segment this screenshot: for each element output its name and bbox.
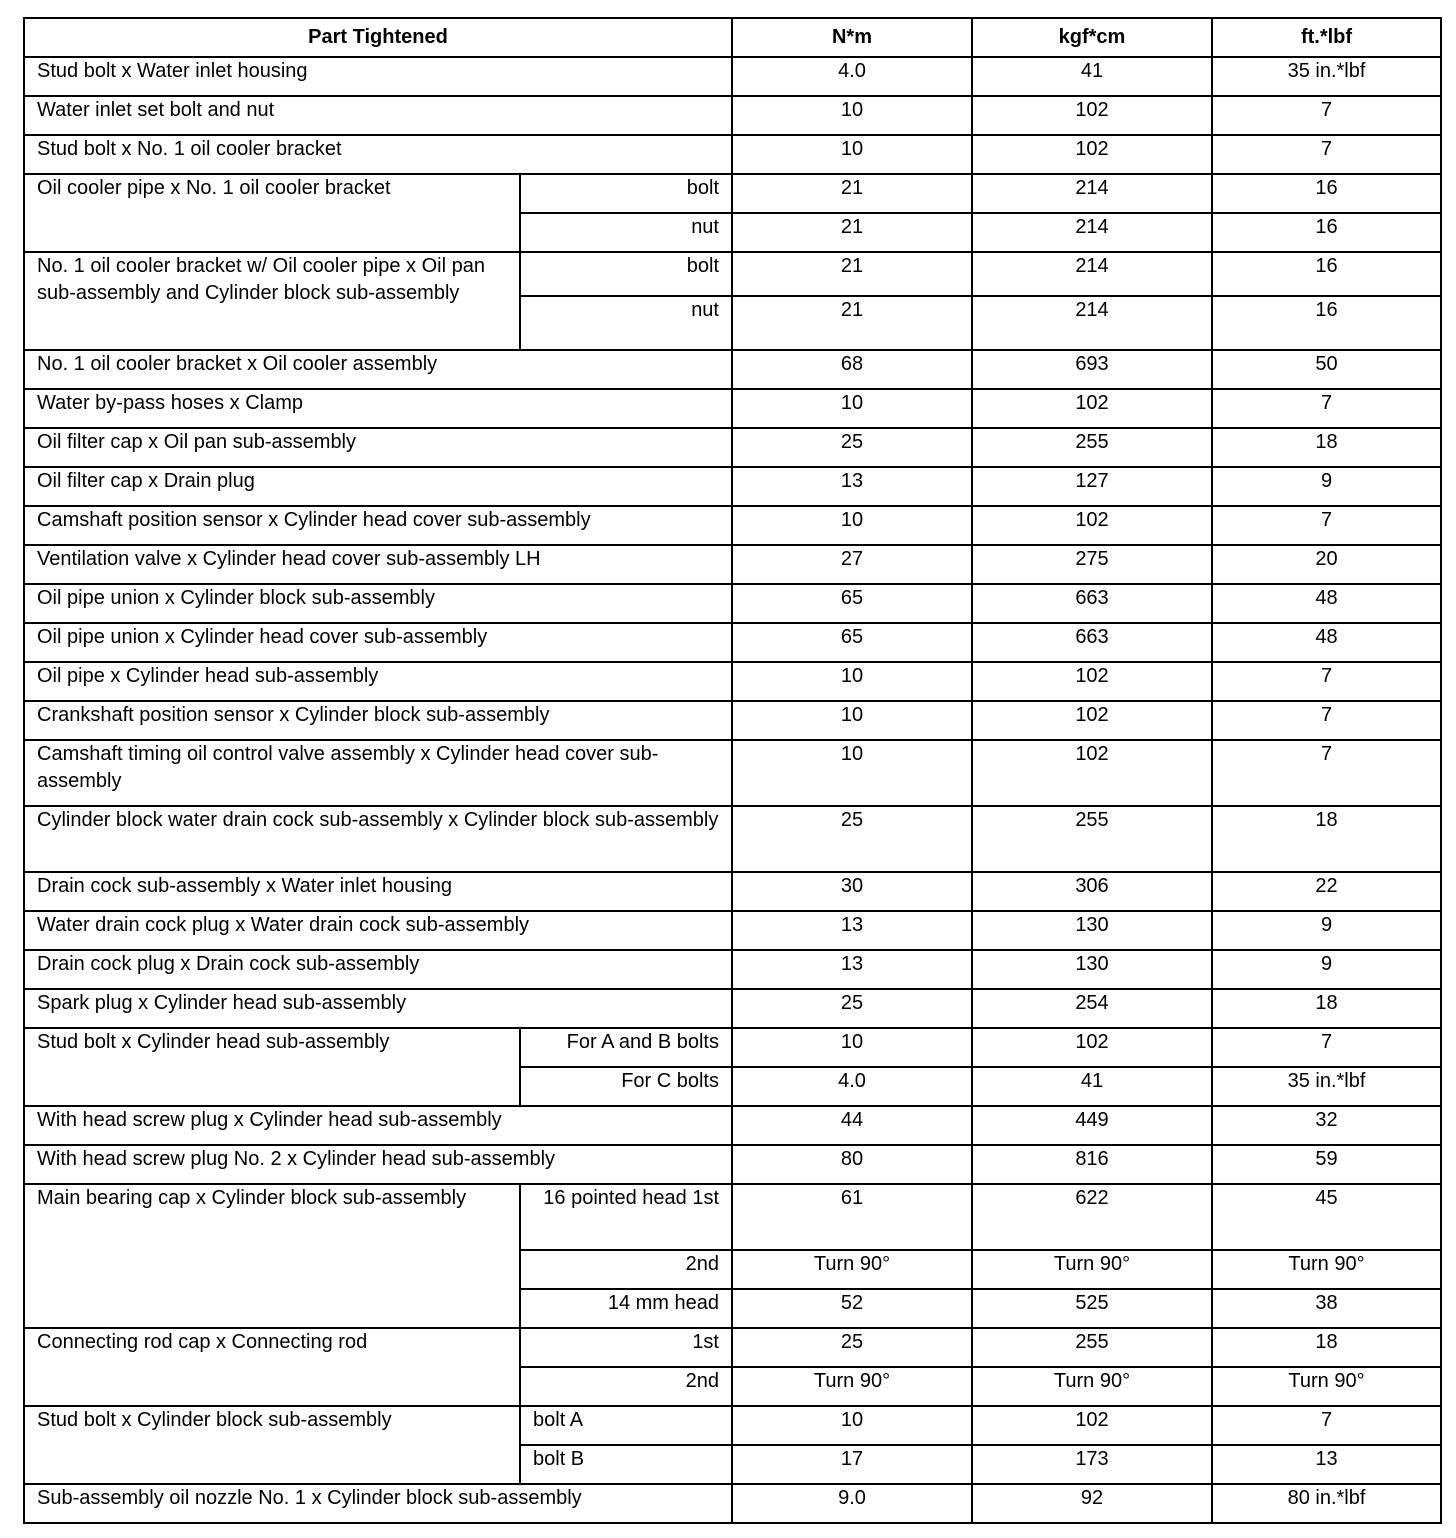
table-row: [24, 1184, 1441, 1250]
kgfcm-value-cell: 41: [972, 1067, 1212, 1106]
ftlbf-value-cell: 16: [1212, 252, 1441, 296]
kgfcm-value-cell: 173: [972, 1445, 1212, 1484]
table-body: [24, 57, 1441, 1523]
kgfcm-value-cell: 214: [972, 252, 1212, 296]
condition-cell: 2nd: [520, 1367, 732, 1406]
part-cell: No. 1 oil cooler bracket w/ Oil cooler pipe x Oil pan sub-assembly and Cylinder block sub-assembly: [24, 252, 520, 350]
nm-value-cell: 80: [732, 1145, 972, 1184]
kgfcm-value-cell: 255: [972, 806, 1212, 872]
kgfcm-value-cell: 102: [972, 740, 1212, 806]
part-cell: Oil pipe union x Cylinder block sub-assembly: [24, 584, 732, 623]
nm-value-cell: 61: [732, 1184, 972, 1250]
condition-cell: bolt: [520, 174, 732, 213]
condition-cell: 1st: [520, 1328, 732, 1367]
ftlbf-value-cell: 38: [1212, 1289, 1441, 1328]
table-row: [24, 135, 1441, 174]
nm-value-cell: 25: [732, 428, 972, 467]
ftlbf-value-cell: 18: [1212, 989, 1441, 1028]
nm-value-cell: 13: [732, 467, 972, 506]
table-row: [24, 623, 1441, 662]
nm-value-cell: 17: [732, 1445, 972, 1484]
kgfcm-value-cell: 525: [972, 1289, 1212, 1328]
ftlbf-value-cell: 9: [1212, 911, 1441, 950]
kgfcm-value-cell: 214: [972, 296, 1212, 350]
ftlbf-value-cell: 35 in.*lbf: [1212, 57, 1441, 96]
nm-value-cell: 10: [732, 135, 972, 174]
part-cell: Ventilation valve x Cylinder head cover sub-assembly LH: [24, 545, 732, 584]
nm-value-cell: 65: [732, 623, 972, 662]
ftlbf-value-cell: 9: [1212, 467, 1441, 506]
table-row: [24, 96, 1441, 135]
kgfcm-value-cell: 214: [972, 213, 1212, 252]
ftlbf-value-cell: 18: [1212, 1328, 1441, 1367]
table-row: [24, 740, 1441, 806]
table-row: [24, 1145, 1441, 1184]
ftlbf-value-cell: 16: [1212, 174, 1441, 213]
header-kgfcm: kgf*cm: [972, 18, 1212, 57]
ftlbf-value-cell: 7: [1212, 701, 1441, 740]
nm-value-cell: 44: [732, 1106, 972, 1145]
nm-value-cell: 10: [732, 506, 972, 545]
kgfcm-value-cell: 693: [972, 350, 1212, 389]
part-cell: With head screw plug x Cylinder head sub-assembly: [24, 1106, 732, 1145]
table-row: [24, 545, 1441, 584]
part-cell: Spark plug x Cylinder head sub-assembly: [24, 989, 732, 1028]
table-row: [24, 872, 1441, 911]
part-cell: Sub-assembly oil nozzle No. 1 x Cylinder block sub-assembly: [24, 1484, 732, 1523]
ftlbf-value-cell: 9: [1212, 950, 1441, 989]
condition-cell: 2nd: [520, 1250, 732, 1289]
kgfcm-value-cell: Turn 90°: [972, 1250, 1212, 1289]
nm-value-cell: 25: [732, 806, 972, 872]
table-row: [24, 467, 1441, 506]
kgfcm-value-cell: 102: [972, 1028, 1212, 1067]
nm-value-cell: 10: [732, 96, 972, 135]
part-cell: Stud bolt x Water inlet housing: [24, 57, 732, 96]
table-row: [24, 1406, 1441, 1445]
table-row: [24, 428, 1441, 467]
ftlbf-value-cell: 18: [1212, 806, 1441, 872]
kgfcm-value-cell: 102: [972, 506, 1212, 545]
ftlbf-value-cell: 7: [1212, 1406, 1441, 1445]
nm-value-cell: 21: [732, 296, 972, 350]
table-row: [24, 701, 1441, 740]
part-cell: Stud bolt x No. 1 oil cooler bracket: [24, 135, 732, 174]
part-cell: Oil filter cap x Drain plug: [24, 467, 732, 506]
ftlbf-value-cell: 7: [1212, 740, 1441, 806]
ftlbf-value-cell: 50: [1212, 350, 1441, 389]
kgfcm-value-cell: 102: [972, 135, 1212, 174]
table-row: [24, 1028, 1441, 1067]
header-row: [24, 18, 1441, 57]
table-row: [24, 350, 1441, 389]
nm-value-cell: 27: [732, 545, 972, 584]
nm-value-cell: 4.0: [732, 1067, 972, 1106]
nm-value-cell: 10: [732, 1406, 972, 1445]
nm-value-cell: 30: [732, 872, 972, 911]
ftlbf-value-cell: 32: [1212, 1106, 1441, 1145]
table-row: [24, 1484, 1441, 1523]
kgfcm-value-cell: 92: [972, 1484, 1212, 1523]
kgfcm-value-cell: 663: [972, 584, 1212, 623]
condition-cell: For A and B bolts: [520, 1028, 732, 1067]
ftlbf-value-cell: 48: [1212, 623, 1441, 662]
table-row: [24, 662, 1441, 701]
ftlbf-value-cell: 18: [1212, 428, 1441, 467]
table-row: [24, 989, 1441, 1028]
ftlbf-value-cell: 48: [1212, 584, 1441, 623]
nm-value-cell: 21: [732, 213, 972, 252]
part-cell: With head screw plug No. 2 x Cylinder head sub-assembly: [24, 1145, 732, 1184]
part-cell: Cylinder block water drain cock sub-assembly x Cylinder block sub-assembly: [24, 806, 732, 872]
condition-cell: bolt: [520, 252, 732, 296]
kgfcm-value-cell: 130: [972, 911, 1212, 950]
ftlbf-value-cell: Turn 90°: [1212, 1367, 1441, 1406]
header-ftlbf: ft.*lbf: [1212, 18, 1441, 57]
kgfcm-value-cell: 663: [972, 623, 1212, 662]
table-row: [24, 174, 1441, 213]
ftlbf-value-cell: 22: [1212, 872, 1441, 911]
ftlbf-value-cell: 7: [1212, 389, 1441, 428]
part-cell: Main bearing cap x Cylinder block sub-assembly: [24, 1184, 520, 1328]
ftlbf-value-cell: 7: [1212, 1028, 1441, 1067]
nm-value-cell: Turn 90°: [732, 1367, 972, 1406]
condition-cell: 14 mm head: [520, 1289, 732, 1328]
kgfcm-value-cell: 254: [972, 989, 1212, 1028]
ftlbf-value-cell: 35 in.*lbf: [1212, 1067, 1441, 1106]
part-cell: Water by-pass hoses x Clamp: [24, 389, 732, 428]
part-cell: Water drain cock plug x Water drain cock sub-assembly: [24, 911, 732, 950]
part-cell: Crankshaft position sensor x Cylinder block sub-assembly: [24, 701, 732, 740]
kgfcm-value-cell: 275: [972, 545, 1212, 584]
kgfcm-value-cell: 306: [972, 872, 1212, 911]
kgfcm-value-cell: 127: [972, 467, 1212, 506]
nm-value-cell: 21: [732, 252, 972, 296]
nm-value-cell: 10: [732, 1028, 972, 1067]
nm-value-cell: 13: [732, 911, 972, 950]
table-row: [24, 584, 1441, 623]
nm-value-cell: 10: [732, 701, 972, 740]
ftlbf-value-cell: 80 in.*lbf: [1212, 1484, 1441, 1523]
condition-cell: For C bolts: [520, 1067, 732, 1106]
ftlbf-value-cell: 7: [1212, 662, 1441, 701]
kgfcm-value-cell: 102: [972, 701, 1212, 740]
part-cell: Connecting rod cap x Connecting rod: [24, 1328, 520, 1406]
nm-value-cell: 65: [732, 584, 972, 623]
part-cell: Drain cock sub-assembly x Water inlet housing: [24, 872, 732, 911]
nm-value-cell: 13: [732, 950, 972, 989]
kgfcm-value-cell: 130: [972, 950, 1212, 989]
part-cell: Camshaft timing oil control valve assembly x Cylinder head cover sub-assembly: [24, 740, 732, 806]
table-row: [24, 911, 1441, 950]
header-part-tightened: Part Tightened: [24, 18, 732, 57]
kgfcm-value-cell: 255: [972, 428, 1212, 467]
part-cell: Oil pipe union x Cylinder head cover sub-assembly: [24, 623, 732, 662]
kgfcm-value-cell: 41: [972, 57, 1212, 96]
part-cell: Stud bolt x Cylinder head sub-assembly: [24, 1028, 520, 1106]
table-row: [24, 252, 1441, 296]
nm-value-cell: 25: [732, 1328, 972, 1367]
kgfcm-value-cell: Turn 90°: [972, 1367, 1212, 1406]
kgfcm-value-cell: 622: [972, 1184, 1212, 1250]
table-row: [24, 506, 1441, 545]
nm-value-cell: 10: [732, 662, 972, 701]
part-cell: Drain cock plug x Drain cock sub-assembly: [24, 950, 732, 989]
table-row: [24, 57, 1441, 96]
table-row: [24, 389, 1441, 428]
part-cell: No. 1 oil cooler bracket x Oil cooler assembly: [24, 350, 732, 389]
ftlbf-value-cell: 16: [1212, 213, 1441, 252]
nm-value-cell: 52: [732, 1289, 972, 1328]
ftlbf-value-cell: Turn 90°: [1212, 1250, 1441, 1289]
condition-cell: bolt B: [520, 1445, 732, 1484]
table-row: [24, 806, 1441, 872]
kgfcm-value-cell: 816: [972, 1145, 1212, 1184]
condition-cell: 16 pointed head 1st: [520, 1184, 732, 1250]
ftlbf-value-cell: 7: [1212, 135, 1441, 174]
kgfcm-value-cell: 102: [972, 96, 1212, 135]
nm-value-cell: 21: [732, 174, 972, 213]
nm-value-cell: 9.0: [732, 1484, 972, 1523]
kgfcm-value-cell: 255: [972, 1328, 1212, 1367]
nm-value-cell: Turn 90°: [732, 1250, 972, 1289]
nm-value-cell: 25: [732, 989, 972, 1028]
header-nm: N*m: [732, 18, 972, 57]
kgfcm-value-cell: 102: [972, 389, 1212, 428]
nm-value-cell: 4.0: [732, 57, 972, 96]
table-row: [24, 1328, 1441, 1367]
part-cell: Oil cooler pipe x No. 1 oil cooler bracket: [24, 174, 520, 252]
torque-spec-table: [23, 17, 1442, 1524]
ftlbf-value-cell: 59: [1212, 1145, 1441, 1184]
condition-cell: bolt A: [520, 1406, 732, 1445]
nm-value-cell: 68: [732, 350, 972, 389]
part-cell: Water inlet set bolt and nut: [24, 96, 732, 135]
kgfcm-value-cell: 214: [972, 174, 1212, 213]
condition-cell: nut: [520, 213, 732, 252]
nm-value-cell: 10: [732, 740, 972, 806]
kgfcm-value-cell: 102: [972, 1406, 1212, 1445]
ftlbf-value-cell: 7: [1212, 96, 1441, 135]
table-row: [24, 950, 1441, 989]
kgfcm-value-cell: 449: [972, 1106, 1212, 1145]
part-cell: Stud bolt x Cylinder block sub-assembly: [24, 1406, 520, 1484]
kgfcm-value-cell: 102: [972, 662, 1212, 701]
nm-value-cell: 10: [732, 389, 972, 428]
part-cell: Oil filter cap x Oil pan sub-assembly: [24, 428, 732, 467]
ftlbf-value-cell: 7: [1212, 506, 1441, 545]
part-cell: Camshaft position sensor x Cylinder head cover sub-assembly: [24, 506, 732, 545]
part-cell: Oil pipe x Cylinder head sub-assembly: [24, 662, 732, 701]
ftlbf-value-cell: 16: [1212, 296, 1441, 350]
ftlbf-value-cell: 13: [1212, 1445, 1441, 1484]
condition-cell: nut: [520, 296, 732, 350]
ftlbf-value-cell: 45: [1212, 1184, 1441, 1250]
table-row: [24, 1106, 1441, 1145]
ftlbf-value-cell: 20: [1212, 545, 1441, 584]
